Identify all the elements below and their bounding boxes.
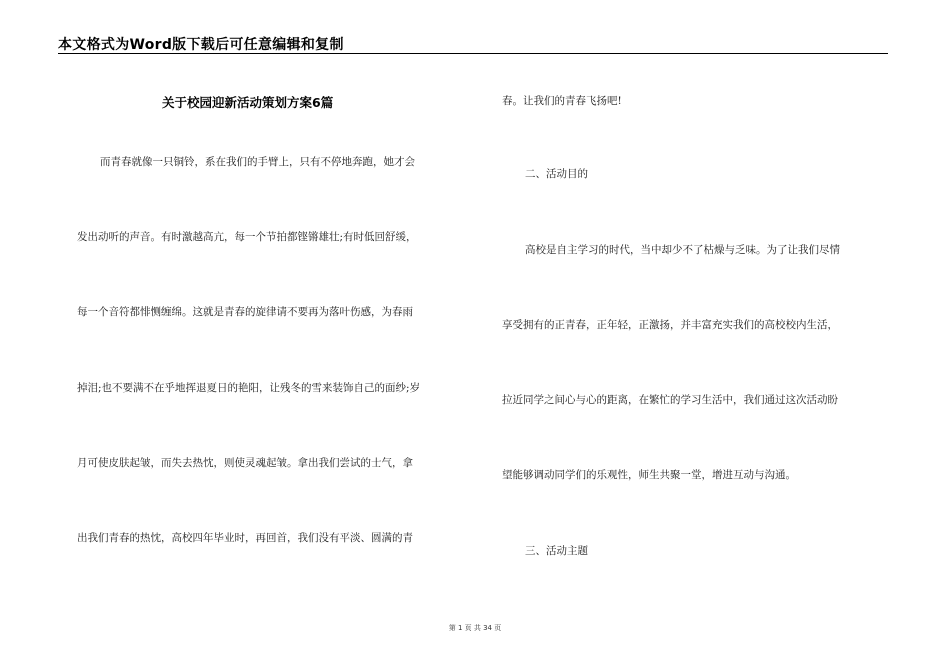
right-paragraph-line: 享受拥有的正青春，正年轻，正激扬，并丰富充实我们的高校校内生活， bbox=[502, 319, 838, 331]
right-paragraph-line: 高校是自主学习的时代，当中却少不了枯燥与乏味。为了让我们尽情 bbox=[525, 244, 840, 256]
left-paragraph-line: 掉泪;也不要满不在乎地挥退夏日的艳阳，让残冬的雪来装饰自己的面纱;岁 bbox=[77, 382, 421, 394]
section-heading-activity-purpose: 二、活动目的 bbox=[525, 168, 588, 180]
document-header-banner: 本文格式为Word版下载后可任意编辑和复制 bbox=[58, 37, 344, 53]
left-paragraph-line: 发出动听的声音。有时激越高亢，每一个节拍都铿锵雄壮;有时低回舒缓， bbox=[77, 231, 417, 243]
right-paragraph-line: 春。让我们的青春飞扬吧! bbox=[502, 95, 622, 107]
section-heading-activity-theme: 三、活动主题 bbox=[525, 545, 588, 557]
right-paragraph-line: 望能够调动同学们的乐观性，师生共聚一堂，增进互动与沟通。 bbox=[502, 469, 796, 481]
header-divider bbox=[58, 53, 888, 54]
left-paragraph-line: 出我们青春的热忱，高校四年毕业时，再回首，我们没有平淡、圆满的青 bbox=[77, 532, 413, 544]
page-indicator: 第 1 页 共 34 页 bbox=[448, 624, 502, 632]
left-paragraph-line: 月可使皮肤起皱，而失去热忱，则使灵魂起皱。拿出我们尝试的士气，拿 bbox=[77, 457, 413, 469]
right-paragraph-line: 拉近同学之间心与心的距离，在繁忙的学习生活中，我们通过这次活动盼 bbox=[502, 394, 838, 406]
left-paragraph-line: 每一个音符都悱恻缠绵。这就是青春的旋律请不要再为落叶伤感，为春雨 bbox=[77, 306, 413, 318]
document-title: 关于校园迎新活动策划方案6篇 bbox=[162, 95, 334, 110]
left-paragraph-line: 而青春就像一只铜铃，系在我们的手臂上，只有不停地奔跑，她才会 bbox=[100, 156, 415, 168]
